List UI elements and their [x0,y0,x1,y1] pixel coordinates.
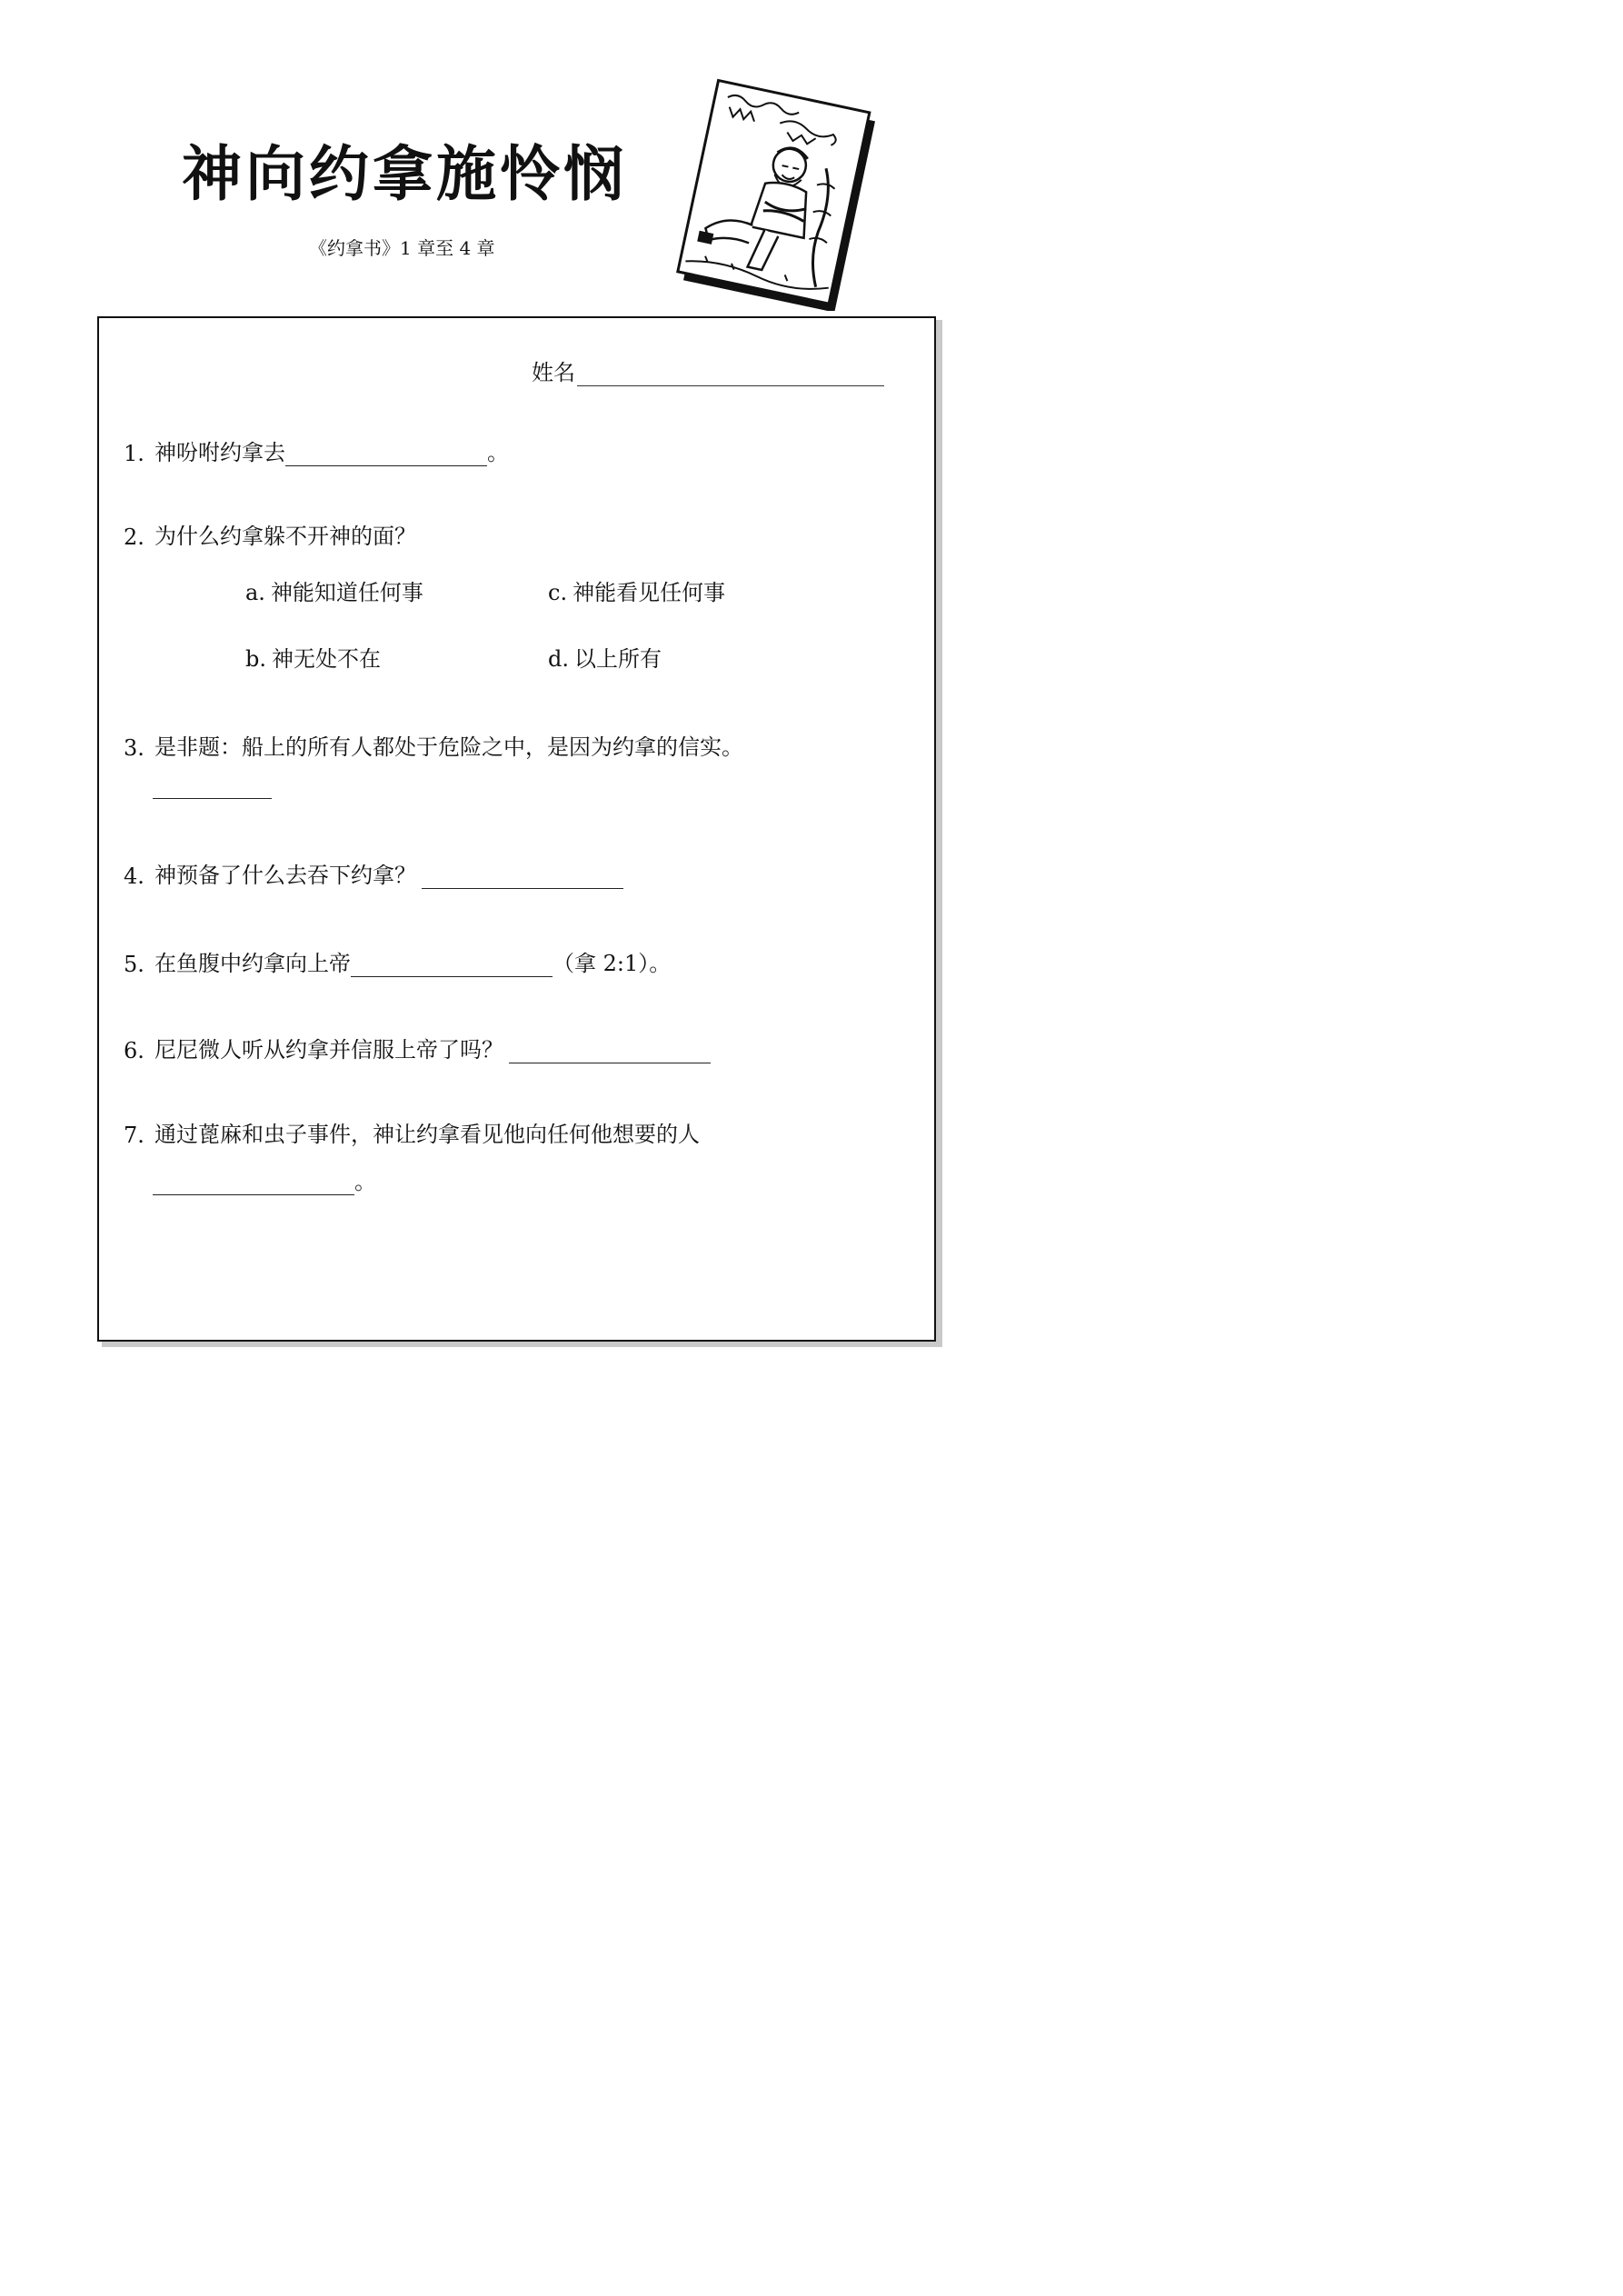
question-3 [124,729,743,761]
jonah-illustration [665,76,883,311]
question-text: 尼尼微人听从约拿并信服上帝了吗？ [154,1037,503,1063]
answer-blank[interactable] [422,864,623,889]
option-key: a. [245,580,265,605]
page-title: 神向约拿施怜悯 [182,139,627,209]
question-text: 神吩咐约拿去 [154,440,285,465]
question-4 [124,857,623,889]
question-number: 1. [124,441,144,466]
question-text: 通过蓖麻和虫子事件，神让约拿看见他向任何他想要的人 [154,1122,700,1147]
answer-blank[interactable] [509,1039,711,1063]
option-b[interactable] [245,641,381,673]
answer-blank[interactable] [153,774,272,799]
name-row [532,354,884,386]
question-text: 神预备了什么去吞下约拿？ [154,863,416,888]
answer-blank[interactable] [153,1171,354,1195]
option-key: b. [245,646,266,672]
question-1 [124,434,509,466]
option-text: 神无处不在 [272,646,381,672]
question-7-answer [153,1163,376,1195]
option-text: 以上所有 [574,646,662,672]
question-number: 4. [124,863,144,889]
question-5 [124,945,671,977]
question-suffix: 。 [487,440,509,465]
question-number: 3. [124,735,144,761]
question-number: 6. [124,1038,144,1063]
question-suffix: 。 [354,1169,376,1194]
question-text: 为什么约拿躲不开神的面？ [154,524,416,549]
option-text: 神能知道任何事 [270,580,423,605]
question-suffix: （拿 2:1）。 [553,951,672,976]
question-3-answer [153,774,272,799]
option-d[interactable] [548,641,662,673]
option-c[interactable] [548,574,725,606]
question-6 [124,1032,711,1063]
question-number: 2. [124,524,144,550]
question-number: 7. [124,1123,144,1148]
question-text: 在鱼腹中约拿向上帝 [154,951,351,976]
answer-blank[interactable] [285,442,487,466]
option-a[interactable] [245,574,423,606]
name-label: 姓名 [532,360,575,385]
question-text: 是非题：船上的所有人都处于危险之中，是因为约拿的信实。 [154,734,743,760]
page-subtitle: 《约拿书》1 章至 4 章 [309,237,495,259]
option-key: d. [548,646,569,672]
question-number: 5. [124,952,144,977]
answer-blank[interactable] [351,953,553,977]
option-key: c. [548,580,568,605]
question-7 [124,1116,700,1148]
option-text: 神能看见任何事 [573,580,726,605]
name-blank[interactable] [577,362,884,386]
question-2 [124,518,416,550]
